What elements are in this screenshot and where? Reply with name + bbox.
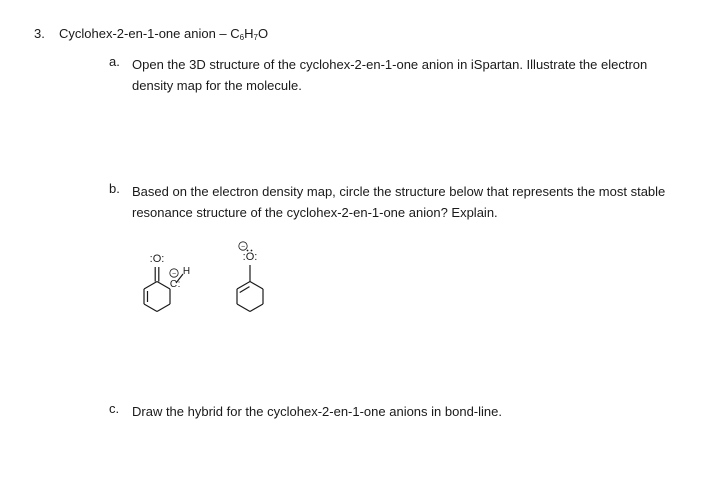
resonance-structure-carbanion[interactable]	[135, 240, 205, 315]
part-b-text: Based on the electron density map, circle the structure below that represents the most stable resonance structure of the cyclohex-2-en-1-one anion? Explain.	[132, 184, 666, 220]
part-b-letter: b.	[109, 181, 120, 196]
part-c-text: Draw the hybrid for the cyclohex-2-en-1-one anions in bond-line.	[132, 404, 502, 419]
enolate-lone-pair-dot	[247, 250, 249, 252]
enolate-oxygen-label: :O:	[242, 251, 258, 263]
carbanion-oxygen-label: :O:	[149, 253, 165, 265]
resonance-structure-enolate[interactable]	[225, 238, 285, 313]
part-a-text: Open the 3D structure of the cyclohex-2-en-1-one anion in iSpartan. Illustrate the electron density map for the molecule.	[132, 57, 648, 93]
formula-oxygen: O	[257, 26, 269, 41]
formula-hydrogen: H	[244, 26, 254, 41]
part-c-letter: c.	[109, 401, 120, 416]
enolate-ring-bonds	[237, 265, 263, 312]
enolate-charge: −	[240, 243, 246, 251]
carbanion-hydrogen-label: H	[182, 266, 191, 277]
carbanion-lone-pair: :	[177, 279, 181, 290]
enolate-lone-pair-dot	[251, 250, 253, 252]
question-title-prefix: Cyclohex-2-en-1-one anion – C	[59, 26, 240, 41]
formula-carbon-subscript: 6	[239, 33, 245, 42]
part-a-letter: a.	[109, 54, 120, 69]
question-number: 3.	[34, 26, 45, 41]
formula-hydrogen-subscript: 7	[253, 33, 258, 42]
question-title	[59, 26, 268, 42]
carbanion-charge: −	[171, 270, 177, 278]
carbanion-carbon-label: C	[169, 279, 178, 290]
